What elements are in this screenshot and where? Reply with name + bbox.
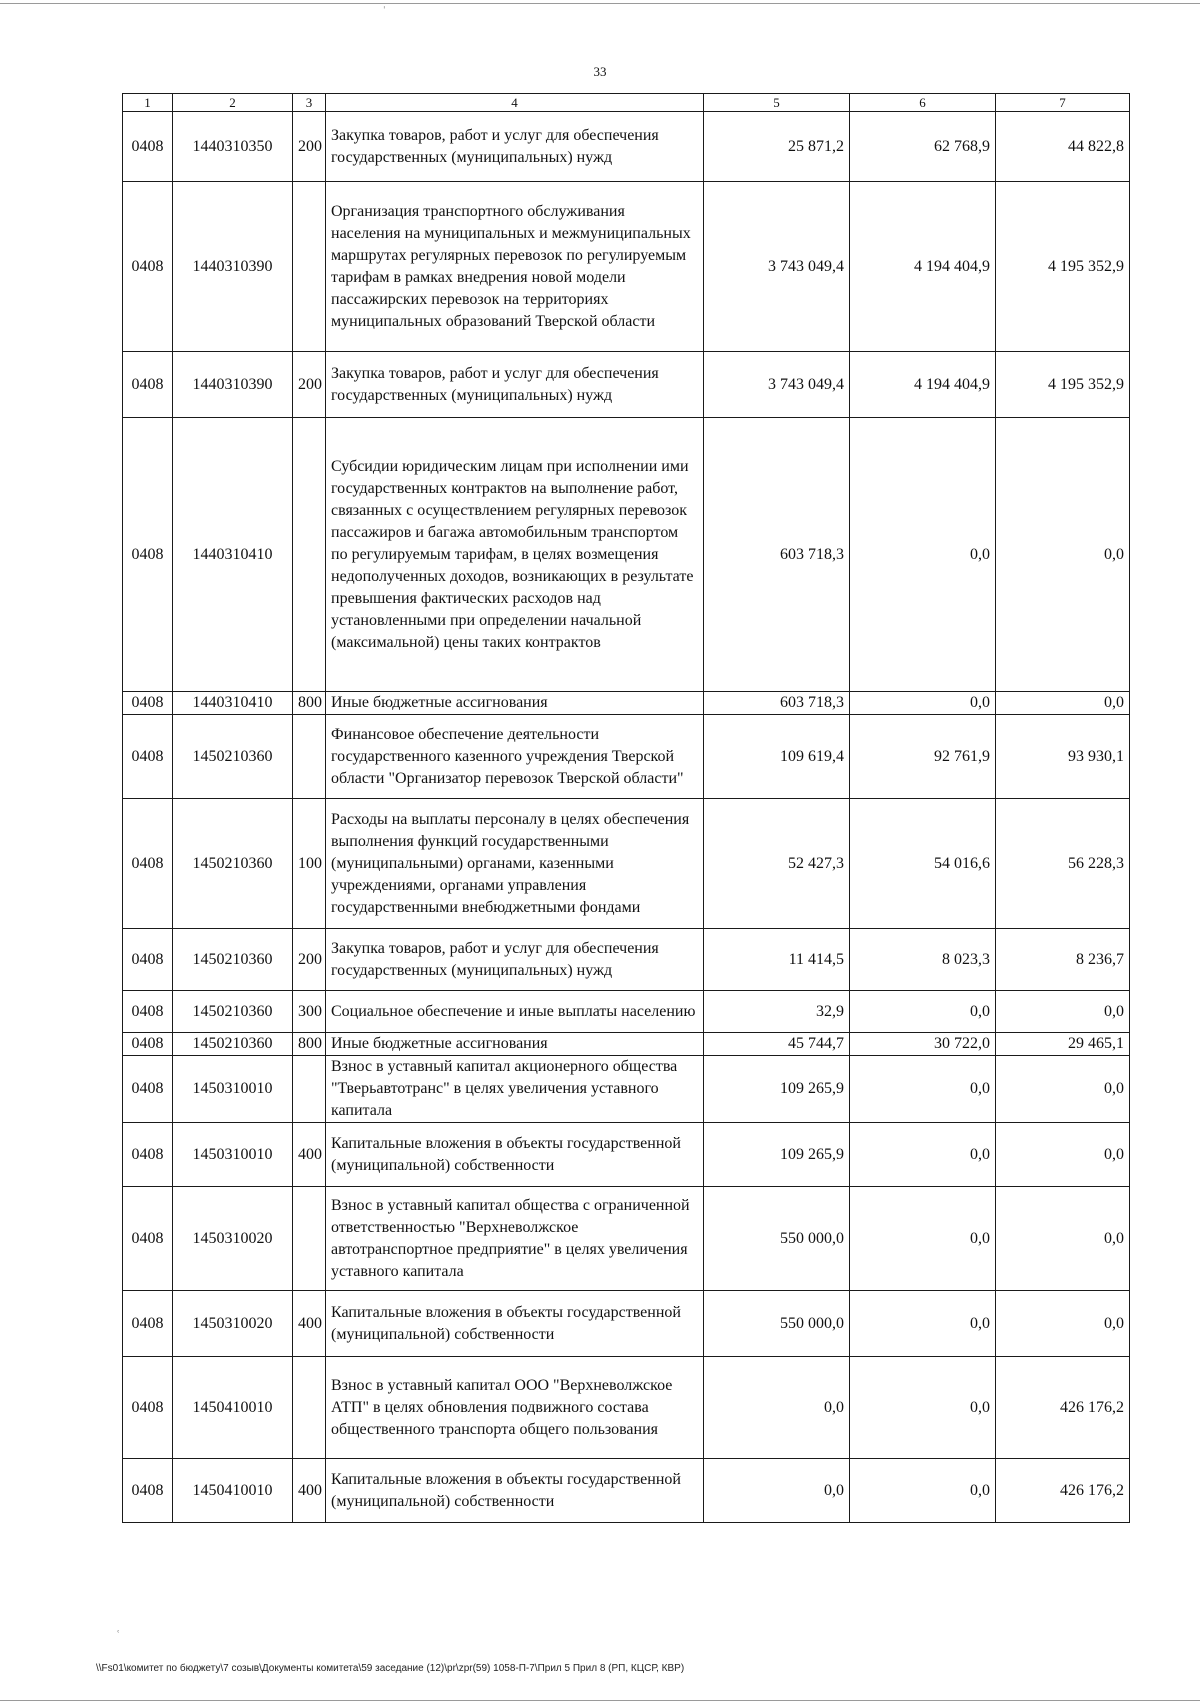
header-cell: 6 xyxy=(850,94,996,112)
target-article-code-cell: 1450410010 xyxy=(173,1459,293,1523)
scan-speck: ˈ xyxy=(383,6,386,16)
header-cell: 2 xyxy=(173,94,293,112)
item-name-cell: Субсидии юридическим лицам при исполнении ими государственных контрактов на выполнение работ, связанных с осуществлением регулярных перевозок пассажиров и багажа автомобильным транспортом по регулируемым тарифам, в целях возмещения недополученных доходов, возникающих в результате превышения фактических расходов над установленными при определении начальной (максимальной) цены таких контрактов xyxy=(326,418,704,692)
section-code-cell: 0408 xyxy=(123,1187,173,1291)
table-row xyxy=(123,112,1130,182)
table-row xyxy=(123,692,1130,715)
table-header-row xyxy=(123,94,1130,112)
expense-type-code-cell xyxy=(293,182,326,352)
amount-col5-cell: 603 718,3 xyxy=(704,692,850,715)
table-row xyxy=(123,352,1130,418)
expense-type-code-cell: 400 xyxy=(293,1459,326,1523)
amount-col7-cell: 426 176,2 xyxy=(996,1357,1130,1459)
budget-table xyxy=(122,93,1130,1523)
amount-col5-cell: 109 265,9 xyxy=(704,1056,850,1123)
amount-col7-cell: 0,0 xyxy=(996,692,1130,715)
item-name-cell: Взнос в уставный капитал общества с ограниченной ответственностью "Верхневолжское автотранспортное предприятие" в целях увеличения уставного капитала xyxy=(326,1187,704,1291)
section-code-cell: 0408 xyxy=(123,1291,173,1357)
amount-col6-cell: 4 194 404,9 xyxy=(850,182,996,352)
target-article-code-cell: 1450210360 xyxy=(173,1033,293,1056)
header-cell: 4 xyxy=(326,94,704,112)
amount-col6-cell: 30 722,0 xyxy=(850,1033,996,1056)
amount-col5-cell: 0,0 xyxy=(704,1357,850,1459)
target-article-code-cell: 1440310390 xyxy=(173,352,293,418)
section-code-cell: 0408 xyxy=(123,352,173,418)
amount-col7-cell: 0,0 xyxy=(996,1123,1130,1187)
item-name-cell: Взнос в уставный капитал акционерного общества "Тверьавтотранс" в целях увеличения уставного капитала xyxy=(326,1056,704,1123)
target-article-code-cell: 1450310010 xyxy=(173,1056,293,1123)
expense-type-code-cell: 200 xyxy=(293,352,326,418)
section-code-cell: 0408 xyxy=(123,1123,173,1187)
section-code-cell: 0408 xyxy=(123,1033,173,1056)
item-name-cell: Взнос в уставный капитал ООО "Верхневолжское АТП" в целях обновления подвижного состава общественного транспорта общего пользования xyxy=(326,1357,704,1459)
amount-col5-cell: 0,0 xyxy=(704,1459,850,1523)
item-name-cell: Социальное обеспечение и иные выплаты населению xyxy=(326,991,704,1033)
item-name-cell: Финансовое обеспечение деятельности государственного казенного учреждения Тверской области "Организатор перевозок Тверской области" xyxy=(326,715,704,799)
target-article-code-cell: 1450210360 xyxy=(173,929,293,991)
target-article-code-cell: 1440310350 xyxy=(173,112,293,182)
section-code-cell: 0408 xyxy=(123,1056,173,1123)
amount-col6-cell: 4 194 404,9 xyxy=(850,352,996,418)
expense-type-code-cell: 800 xyxy=(293,692,326,715)
expense-type-code-cell xyxy=(293,1357,326,1459)
header-cell: 1 xyxy=(123,94,173,112)
table-row xyxy=(123,1123,1130,1187)
amount-col6-cell: 54 016,6 xyxy=(850,799,996,929)
amount-col5-cell: 603 718,3 xyxy=(704,418,850,692)
section-code-cell: 0408 xyxy=(123,799,173,929)
expense-type-code-cell: 200 xyxy=(293,112,326,182)
section-code-cell: 0408 xyxy=(123,418,173,692)
amount-col7-cell: 0,0 xyxy=(996,1291,1130,1357)
item-name-cell: Капитальные вложения в объекты государственной (муниципальной) собственности xyxy=(326,1291,704,1357)
amount-col7-cell: 8 236,7 xyxy=(996,929,1130,991)
target-article-code-cell: 1450210360 xyxy=(173,799,293,929)
item-name-cell: Расходы на выплаты персоналу в целях обеспечения выполнения функций государственными (муниципальными) органами, казенными учреждениями, органами управления государственными внебюджетными фондами xyxy=(326,799,704,929)
target-article-code-cell: 1450410010 xyxy=(173,1357,293,1459)
amount-col5-cell: 109 265,9 xyxy=(704,1123,850,1187)
expense-type-code-cell: 300 xyxy=(293,991,326,1033)
item-name-cell: Организация транспортного обслуживания населения на муниципальных и межмуниципальных маршрутах регулярных перевозок по регулируемым тарифам в рамках внедрения новой модели пассажирских перевозок на территориях муниципальных образований Тверской области xyxy=(326,182,704,352)
amount-col7-cell: 0,0 xyxy=(996,991,1130,1033)
item-name-cell: Закупка товаров, работ и услуг для обеспечения государственных (муниципальных) нужд xyxy=(326,112,704,182)
table-row xyxy=(123,418,1130,692)
amount-col7-cell: 4 195 352,9 xyxy=(996,352,1130,418)
amount-col7-cell: 93 930,1 xyxy=(996,715,1130,799)
section-code-cell: 0408 xyxy=(123,1459,173,1523)
section-code-cell: 0408 xyxy=(123,929,173,991)
amount-col6-cell: 62 768,9 xyxy=(850,112,996,182)
target-article-code-cell: 1440310410 xyxy=(173,692,293,715)
table-row xyxy=(123,1291,1130,1357)
amount-col6-cell: 0,0 xyxy=(850,1187,996,1291)
item-name-cell: Капитальные вложения в объекты государственной (муниципальной) собственности xyxy=(326,1123,704,1187)
amount-col5-cell: 550 000,0 xyxy=(704,1291,850,1357)
amount-col7-cell: 0,0 xyxy=(996,1056,1130,1123)
amount-col5-cell: 109 619,4 xyxy=(704,715,850,799)
section-code-cell: 0408 xyxy=(123,182,173,352)
amount-col6-cell: 0,0 xyxy=(850,991,996,1033)
section-code-cell: 0408 xyxy=(123,112,173,182)
amount-col6-cell: 0,0 xyxy=(850,692,996,715)
target-article-code-cell: 1450210360 xyxy=(173,991,293,1033)
expense-type-code-cell: 800 xyxy=(293,1033,326,1056)
amount-col6-cell: 0,0 xyxy=(850,1291,996,1357)
amount-col5-cell: 45 744,7 xyxy=(704,1033,850,1056)
table-row xyxy=(123,182,1130,352)
scan-edge-top xyxy=(0,3,1200,4)
amount-col5-cell: 3 743 049,4 xyxy=(704,182,850,352)
amount-col7-cell: 0,0 xyxy=(996,418,1130,692)
target-article-code-cell: 1440310390 xyxy=(173,182,293,352)
amount-col7-cell: 44 822,8 xyxy=(996,112,1130,182)
footer-file-path: \\Fs01\комитет по бюджету\7 созыв\Документы комитета\59 заседание (12)\pr\zpr(59) 1058-П-7\Прил 5 Прил 8 (РП, КЦСР, КВР) xyxy=(96,1663,685,1674)
header-cell: 5 xyxy=(704,94,850,112)
amount-col7-cell: 29 465,1 xyxy=(996,1033,1130,1056)
item-name-cell: Закупка товаров, работ и услуг для обеспечения государственных (муниципальных) нужд xyxy=(326,929,704,991)
amount-col6-cell: 0,0 xyxy=(850,1357,996,1459)
expense-type-code-cell xyxy=(293,1056,326,1123)
amount-col6-cell: 8 023,3 xyxy=(850,929,996,991)
amount-col5-cell: 52 427,3 xyxy=(704,799,850,929)
expense-type-code-cell xyxy=(293,1187,326,1291)
amount-col6-cell: 0,0 xyxy=(850,1459,996,1523)
target-article-code-cell: 1450210360 xyxy=(173,715,293,799)
amount-col5-cell: 32,9 xyxy=(704,991,850,1033)
expense-type-code-cell: 100 xyxy=(293,799,326,929)
section-code-cell: 0408 xyxy=(123,692,173,715)
amount-col7-cell: 4 195 352,9 xyxy=(996,182,1130,352)
amount-col7-cell: 0,0 xyxy=(996,1187,1130,1291)
table-row xyxy=(123,715,1130,799)
item-name-cell: Закупка товаров, работ и услуг для обеспечения государственных (муниципальных) нужд xyxy=(326,352,704,418)
target-article-code-cell: 1450310020 xyxy=(173,1187,293,1291)
item-name-cell: Иные бюджетные ассигнования xyxy=(326,692,704,715)
target-article-code-cell: 1450310020 xyxy=(173,1291,293,1357)
page-number: 33 xyxy=(593,64,607,79)
amount-col7-cell: 56 228,3 xyxy=(996,799,1130,929)
amount-col5-cell: 25 871,2 xyxy=(704,112,850,182)
amount-col5-cell: 11 414,5 xyxy=(704,929,850,991)
table-row xyxy=(123,1187,1130,1291)
expense-type-code-cell: 200 xyxy=(293,929,326,991)
table-row xyxy=(123,929,1130,991)
table-row xyxy=(123,1357,1130,1459)
amount-col6-cell: 0,0 xyxy=(850,1056,996,1123)
scan-edge-bottom xyxy=(0,1700,1200,1701)
expense-type-code-cell: 400 xyxy=(293,1291,326,1357)
amount-col5-cell: 3 743 049,4 xyxy=(704,352,850,418)
section-code-cell: 0408 xyxy=(123,1357,173,1459)
header-cell: 3 xyxy=(293,94,326,112)
expense-type-code-cell xyxy=(293,418,326,692)
amount-col6-cell: 92 761,9 xyxy=(850,715,996,799)
table-row xyxy=(123,799,1130,929)
amount-col6-cell: 0,0 xyxy=(850,418,996,692)
expense-type-code-cell xyxy=(293,715,326,799)
item-name-cell: Капитальные вложения в объекты государственной (муниципальной) собственности xyxy=(326,1459,704,1523)
target-article-code-cell: 1450310010 xyxy=(173,1123,293,1187)
section-code-cell: 0408 xyxy=(123,991,173,1033)
table-row xyxy=(123,1033,1130,1056)
table-row xyxy=(123,1056,1130,1123)
item-name-cell: Иные бюджетные ассигнования xyxy=(326,1033,704,1056)
amount-col7-cell: 426 176,2 xyxy=(996,1459,1130,1523)
section-code-cell: 0408 xyxy=(123,715,173,799)
expense-type-code-cell: 400 xyxy=(293,1123,326,1187)
amount-col5-cell: 550 000,0 xyxy=(704,1187,850,1291)
table-row xyxy=(123,1459,1130,1523)
amount-col6-cell: 0,0 xyxy=(850,1123,996,1187)
scan-speck: ʿ xyxy=(117,1630,120,1640)
header-cell: 7 xyxy=(996,94,1130,112)
table-row xyxy=(123,991,1130,1033)
target-article-code-cell: 1440310410 xyxy=(173,418,293,692)
